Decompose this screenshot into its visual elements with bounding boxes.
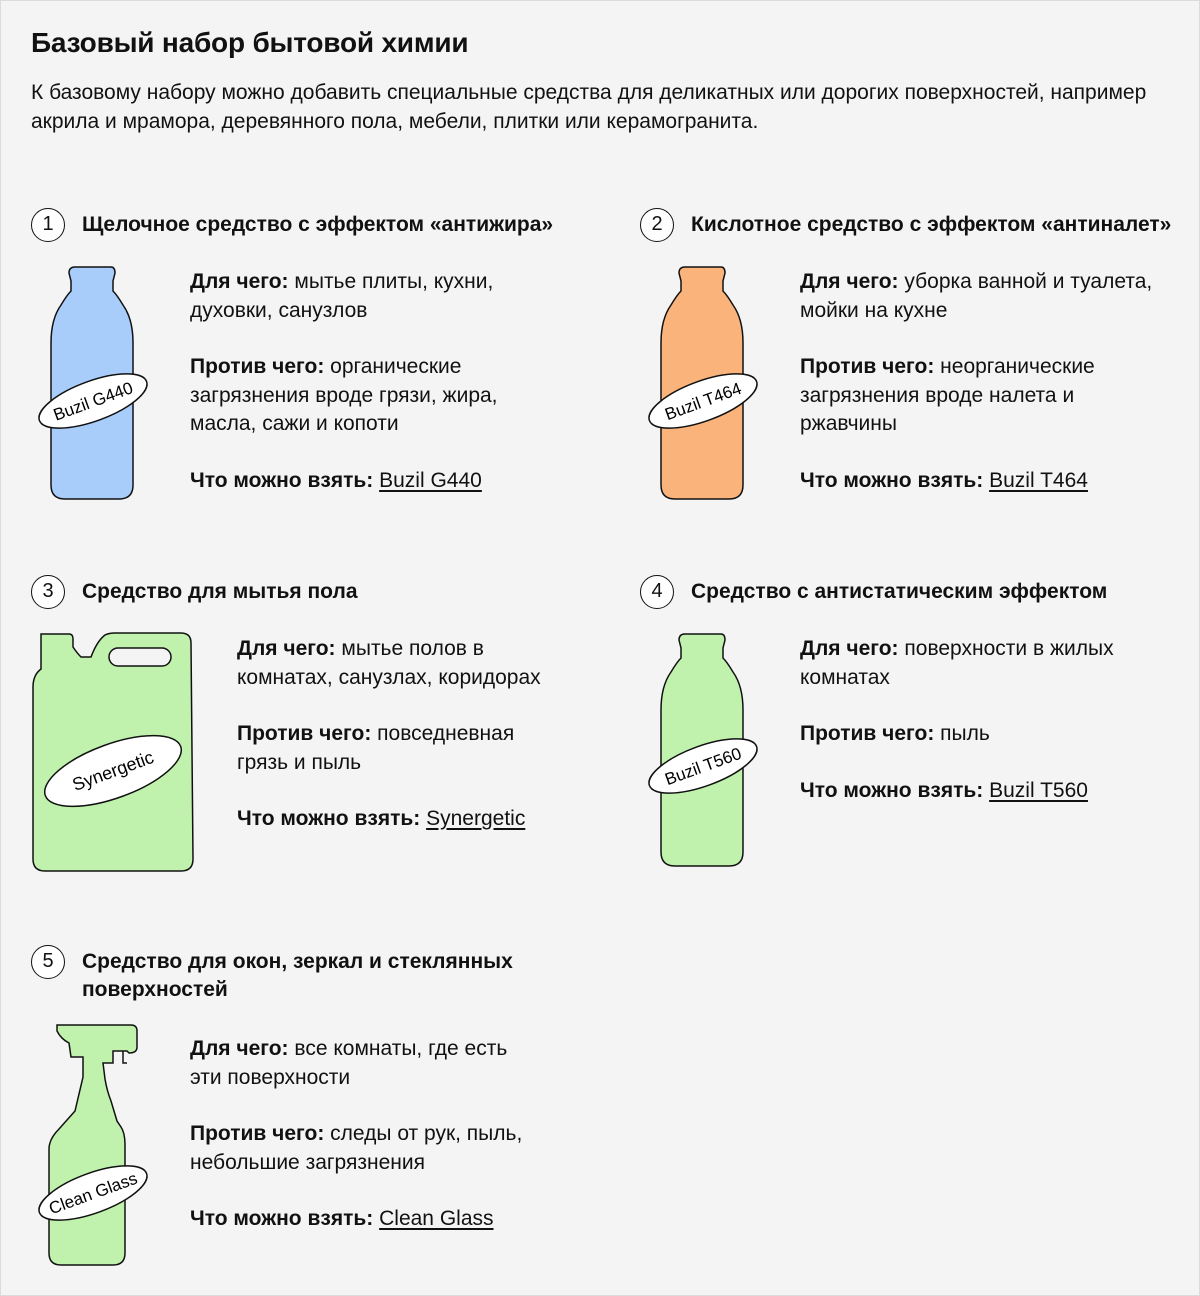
product-label-text: Buzil T560 <box>662 743 745 790</box>
product-link[interactable]: Buzil G440 <box>379 468 482 492</box>
bottle-icon <box>31 263 171 503</box>
page-title: Базовый набор бытовой химии <box>31 27 469 58</box>
description-line <box>237 720 567 777</box>
item-number-badge: 4 <box>640 575 674 609</box>
field-value: все комнаты, где есть эти поверхности <box>190 1037 508 1089</box>
field-label: Что можно взять: <box>800 468 984 492</box>
description-line <box>190 1035 530 1092</box>
field-label: Что можно взять: <box>237 807 421 830</box>
field-value: поверхности в жилых комнатах <box>800 637 1114 689</box>
product-label-text: Buzil G440 <box>50 378 136 425</box>
product-label-text: Clean Glass <box>46 1168 140 1219</box>
item-description <box>800 635 1160 833</box>
item-description <box>190 1035 530 1262</box>
field-label: Против чего: <box>190 1122 325 1145</box>
product-link[interactable]: Clean Glass <box>379 1207 494 1230</box>
product-link[interactable]: Synergetic <box>426 807 526 830</box>
field-value: органические загрязнения вроде грязи, жира, масла, сажи и копоти <box>190 355 498 435</box>
bottle-icon <box>641 263 781 503</box>
product-link[interactable]: Buzil T464 <box>989 468 1088 492</box>
bottle-icon <box>641 630 781 870</box>
description-line <box>237 805 567 834</box>
item-number-badge: 1 <box>31 208 65 242</box>
description-line <box>800 353 1160 439</box>
field-value: мытье плиты, кухни, духовки, санузлов <box>190 270 494 322</box>
item-number-badge: 3 <box>31 575 65 609</box>
product-label-text: Buzil T464 <box>662 378 745 425</box>
description-line <box>800 635 1160 692</box>
description-line <box>190 1120 530 1177</box>
item-description <box>237 635 567 862</box>
product-link[interactable]: Buzil T560 <box>989 778 1088 802</box>
description-line <box>237 635 567 692</box>
field-label: Для чего: <box>800 270 899 293</box>
field-label: Против чего: <box>190 355 325 378</box>
item-heading: Кислотное средство с эффектом «антиналет» <box>691 213 1172 236</box>
field-value: повседневная грязь и пыль <box>237 722 515 774</box>
field-label: Что можно взять: <box>800 778 984 802</box>
field-value: пыль <box>940 722 990 745</box>
field-label: Что можно взять: <box>190 468 374 492</box>
description-line <box>800 777 1160 806</box>
item-number-badge: 5 <box>31 945 65 979</box>
description-line <box>800 467 1160 496</box>
field-label: Для чего: <box>800 637 899 660</box>
field-label: Для чего: <box>190 1037 289 1060</box>
description-line <box>190 1205 530 1234</box>
field-value: мытье полов в комнатах, санузлах, коридорах <box>237 637 541 689</box>
item-heading: Щелочное средство с эффектом «антижира» <box>82 213 554 236</box>
description-line <box>190 268 550 325</box>
field-label: Что можно взять: <box>190 1207 374 1230</box>
description-line <box>190 353 550 439</box>
field-value: уборка ванной и туалета, мойки на кухне <box>800 270 1153 322</box>
field-label: Против чего: <box>237 722 372 745</box>
canister-icon <box>31 631 201 876</box>
description-line <box>800 720 1160 749</box>
description-line <box>190 467 550 496</box>
field-label: Против чего: <box>800 355 935 378</box>
field-label: Для чего: <box>190 270 289 293</box>
item-heading: Средство для окон, зеркал и стеклянных поверхностей <box>82 950 513 1001</box>
spray-bottle-icon <box>31 1021 191 1271</box>
intro-text: К базовому набору можно добавить специальные средства для деликатных или дорогих поверхностей, например акрила и мрамора, деревянного пола, мебели, плитки или керамогранита. <box>31 81 1147 133</box>
item-description <box>800 268 1160 523</box>
field-label: Для чего: <box>237 637 336 660</box>
item-heading: Средство для мытья пола <box>82 580 358 603</box>
item-heading: Средство с антистатическим эффектом <box>691 580 1108 603</box>
field-value: следы от рук, пыль, небольшие загрязнения <box>190 1122 523 1174</box>
field-value: неорганические загрязнения вроде налета и ржавчины <box>800 355 1095 435</box>
description-line <box>800 268 1160 325</box>
product-label-text: Synergetic <box>69 747 157 795</box>
item-description <box>190 268 550 523</box>
item-number-badge: 2 <box>640 208 674 242</box>
field-label: Против чего: <box>800 722 935 745</box>
